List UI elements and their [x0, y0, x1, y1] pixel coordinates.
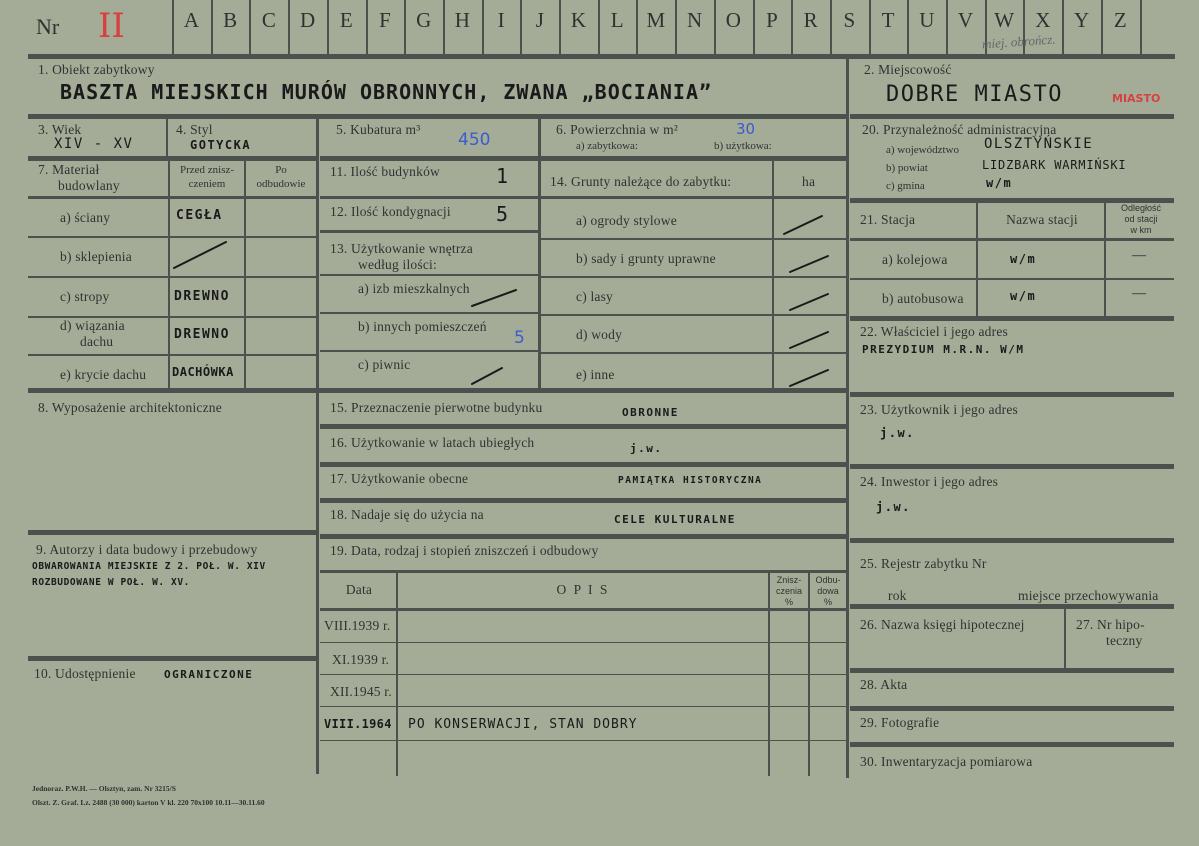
- f21-col-dist-3: w km: [1130, 225, 1152, 235]
- f3-value[interactable]: XIV - XV: [54, 136, 134, 152]
- f7-row-ceilings-label: c) stropy: [60, 289, 110, 304]
- f19-col-rebuild-1: Odbu-: [815, 575, 841, 585]
- letter-index-d: D: [300, 8, 317, 32]
- f21-row-bus-dist[interactable]: —: [1132, 286, 1146, 301]
- f21-col-dist-1: Odległość: [1120, 203, 1162, 213]
- f17-label: 17. Użytkowanie obecne: [330, 471, 469, 486]
- f14-row-gardens: a) ogrody stylowe: [576, 213, 677, 228]
- f25-place: miejsce przechowywania: [1018, 588, 1159, 603]
- f9-label: 9. Autorzy i data budowy i przebudowy: [36, 542, 258, 557]
- letter-index-w: W: [994, 8, 1016, 32]
- f30-label: 30. Inwentaryzacja pomiarowa: [860, 754, 1033, 769]
- f5-value[interactable]: 450: [458, 130, 491, 150]
- f20-a-value[interactable]: OLSZTYŃSKIE: [984, 136, 1094, 152]
- f13-label-2: według ilości:: [358, 257, 437, 272]
- f14-label: 14. Grunty należące do zabytku:: [550, 174, 732, 189]
- f20-label: 20. Przynależność administracyjna: [862, 122, 1057, 137]
- letter-index-o: O: [725, 8, 742, 32]
- letter-index-k: K: [570, 8, 588, 32]
- f29-label: 29. Fotografie: [860, 715, 940, 730]
- f17-value[interactable]: PAMIĄTKA HISTORYCZNA: [618, 475, 763, 486]
- f8-label: 8. Wyposażenie architektoniczne: [38, 400, 222, 415]
- f22-label: 22. Właściciel i jego adres: [860, 324, 1008, 339]
- f7-row-roofing-value[interactable]: DACHÓWKA: [172, 365, 234, 379]
- f15-value[interactable]: OBRONNE: [622, 406, 679, 419]
- f19-col-destr-2: czenia: [775, 586, 802, 596]
- letter-index-v: V: [957, 8, 975, 32]
- f25-label: 25. Rejestr zabytku Nr: [860, 556, 987, 571]
- f7-col-after-2: odbudowie: [256, 178, 306, 190]
- f7-col-after-1: Po: [275, 164, 287, 176]
- f6-label: 6. Powierzchnia w m²: [556, 122, 679, 137]
- f7-row-ceilings-value[interactable]: DREWNO: [174, 289, 230, 304]
- f24-value[interactable]: j.w.: [876, 500, 911, 514]
- f19-row-date-4[interactable]: VIII.1964: [324, 717, 392, 731]
- f2-label: 2. Miejscowość: [864, 62, 952, 77]
- letter-index-g: G: [416, 8, 433, 32]
- f21-col-name: Nazwa stacji: [1006, 212, 1078, 227]
- footer-line-2: Olszt. Z. Graf. Lz. 2488 (30 000) karton V kl. 220 70x100 10.11—30.11.60: [32, 798, 265, 807]
- f4-value[interactable]: GOTYCKA: [190, 138, 252, 152]
- letter-index-y: Y: [1074, 8, 1091, 32]
- f19-row-date-1: VIII.1939 r.: [324, 618, 391, 633]
- f20-b-label: b) powiat: [886, 162, 928, 174]
- corner-note: miej. obrończ.: [981, 31, 1056, 52]
- letter-index-l: L: [610, 8, 625, 32]
- letter-index-n: N: [687, 8, 704, 32]
- f7-row-truss-value[interactable]: DREWNO: [174, 327, 230, 342]
- f14-row-orchards: b) sady i grunty uprawne: [576, 251, 716, 266]
- f7-row-truss-label-1: d) wiązania: [60, 318, 125, 333]
- f21-row-bus-name[interactable]: w/m: [1010, 289, 1037, 303]
- f20-c-label: c) gmina: [886, 180, 925, 192]
- f22-value[interactable]: PREZYDIUM M.R.N. W/M: [862, 343, 1025, 356]
- f7-label-2: budowlany: [58, 178, 120, 193]
- f10-value[interactable]: OGRANICZONE: [164, 668, 254, 681]
- letter-index-b: B: [223, 8, 239, 32]
- f14-unit: ha: [802, 174, 816, 189]
- f12-value[interactable]: 5: [496, 202, 510, 226]
- f6-b-label: b) użytkowa:: [714, 140, 772, 152]
- f27-label-2: teczny: [1106, 633, 1143, 648]
- f24-label: 24. Inwestor i jego adres: [860, 474, 999, 489]
- nr-value[interactable]: II: [98, 6, 125, 46]
- f9-line-2[interactable]: ROZBUDOWANE W POŁ. W. XV.: [32, 577, 190, 588]
- f18-value[interactable]: CELE KULTURALNE: [614, 513, 736, 526]
- nr-label: Nr: [36, 14, 60, 39]
- f6-value[interactable]: 30: [736, 120, 756, 138]
- f13-b-value[interactable]: 5: [514, 328, 525, 348]
- f14-row-waters: d) wody: [576, 327, 623, 342]
- f27-label-1: 27. Nr hipo-: [1076, 617, 1145, 632]
- f21-col-dist-2: od stacji: [1124, 214, 1158, 224]
- f14-row-other: e) inne: [576, 367, 615, 382]
- f2-value[interactable]: DOBRE MIASTO: [886, 82, 1063, 107]
- f12-label: 12. Ilość kondygnacji: [330, 204, 451, 219]
- f23-label: 23. Użytkownik i jego adres: [860, 402, 1018, 417]
- letter-index-u: U: [919, 8, 936, 32]
- f19-col-date: Data: [345, 582, 373, 597]
- footer-line-1: Jednoraz. P.W.H. — Olsztyn, zam. Nr 3215/S: [32, 784, 176, 793]
- f20-b-value[interactable]: LIDZBARK WARMIŃSKI: [982, 158, 1127, 172]
- letter-index-i: I: [497, 8, 506, 32]
- f14-row-forests: c) lasy: [576, 289, 614, 304]
- f19-col-desc: O P I S: [556, 582, 610, 597]
- letter-index-t: T: [881, 8, 896, 32]
- f18-label: 18. Nadaje się do użycia na: [330, 507, 484, 522]
- f19-col-rebuild-2: dowa: [817, 586, 839, 596]
- f19-label: 19. Data, rodzaj i stopień zniszczeń i odbudowy: [330, 543, 599, 558]
- f21-row-bus-label: b) autobusowa: [882, 291, 964, 306]
- letter-index-r: R: [803, 8, 819, 32]
- letter-index-j: J: [535, 8, 545, 32]
- f21-row-rail-label: a) kolejowa: [882, 252, 948, 267]
- f11-label: 11. Ilość budynków: [330, 164, 440, 179]
- f10-label: 10. Udostępnienie: [34, 666, 136, 681]
- letter-index-x: X: [1035, 8, 1052, 32]
- f16-value[interactable]: j.w.: [630, 442, 663, 455]
- f26-label: 26. Nazwa księgi hipotecznej: [860, 617, 1025, 632]
- f13-a-label: a) izb mieszkalnych: [358, 281, 470, 296]
- f21-row-rail-dist[interactable]: —: [1132, 248, 1146, 263]
- f7-col-before-2: czeniem: [188, 178, 226, 190]
- f16-label: 16. Użytkowanie w latach ubiegłych: [330, 435, 535, 450]
- f20-c-value[interactable]: w/m: [986, 176, 1013, 190]
- f28-label: 28. Akta: [860, 677, 908, 692]
- f1-value[interactable]: BASZTA MIEJSKICH MURÓW OBRONNYCH, ZWANA „BOCIANIA”: [60, 80, 713, 104]
- f20-a-label: a) województwo: [886, 144, 960, 156]
- f11-value[interactable]: 1: [496, 164, 510, 188]
- f21-label: 21. Stacja: [860, 212, 916, 227]
- f19-col-rebuild-pct: %: [823, 597, 832, 607]
- f19-row-date-2: XI.1939 r.: [332, 652, 390, 667]
- letter-index-f: F: [379, 8, 392, 32]
- f5-label: 5. Kubatura m³: [336, 122, 421, 137]
- f7-row-walls-label: a) ściany: [60, 210, 111, 225]
- letter-index-z: Z: [1113, 8, 1128, 32]
- f3-label: 3. Wiek: [38, 122, 82, 137]
- f19-row-date-3: XII.1945 r.: [330, 684, 392, 699]
- f21-row-rail-name[interactable]: w/m: [1010, 252, 1037, 266]
- f19-col-destr-pct: %: [784, 597, 793, 607]
- f15-label: 15. Przeznaczenie pierwotne budynku: [330, 400, 543, 415]
- f19-row-desc-4[interactable]: PO KONSERWACJI, STAN DOBRY: [408, 717, 638, 732]
- f19-col-destr-1: Znisz-: [776, 575, 802, 585]
- f6-a-label: a) zabytkowa:: [576, 140, 638, 152]
- f7-row-vaults-label: b) sklepienia: [60, 249, 132, 264]
- f1-label: 1. Obiekt zabytkowy: [38, 62, 155, 77]
- f13-c-label: c) piwnic: [358, 357, 411, 372]
- f7-label-1: 7. Materiał: [38, 162, 100, 177]
- f7-row-roofing-label: e) krycie dachu: [60, 367, 147, 382]
- f9-line-1[interactable]: OBWAROWANIA MIEJSKIE Z 2. POŁ. W. XIV: [32, 561, 266, 572]
- f7-row-walls-value[interactable]: CEGŁA: [176, 208, 223, 223]
- letter-index-c: C: [261, 8, 277, 32]
- f25-rok: rok: [888, 588, 907, 603]
- f7-col-before-1: Przed znisz-: [179, 164, 235, 176]
- f13-b-label: b) innych pomieszczeń: [358, 319, 487, 334]
- f13-label-1: 13. Użytkowanie wnętrza: [330, 241, 473, 256]
- f2-extra: MIASTO: [1112, 92, 1161, 105]
- letter-index-s: S: [843, 8, 857, 32]
- f7-row-truss-label-2: dachu: [80, 334, 114, 349]
- letter-index-e: E: [339, 8, 354, 32]
- letter-index-m: M: [646, 8, 667, 32]
- letter-index-h: H: [454, 8, 471, 32]
- letter-index-p: P: [766, 8, 779, 32]
- f4-label: 4. Styl: [176, 122, 213, 137]
- f23-value[interactable]: j.w.: [880, 426, 915, 440]
- letter-index-a: A: [183, 8, 201, 32]
